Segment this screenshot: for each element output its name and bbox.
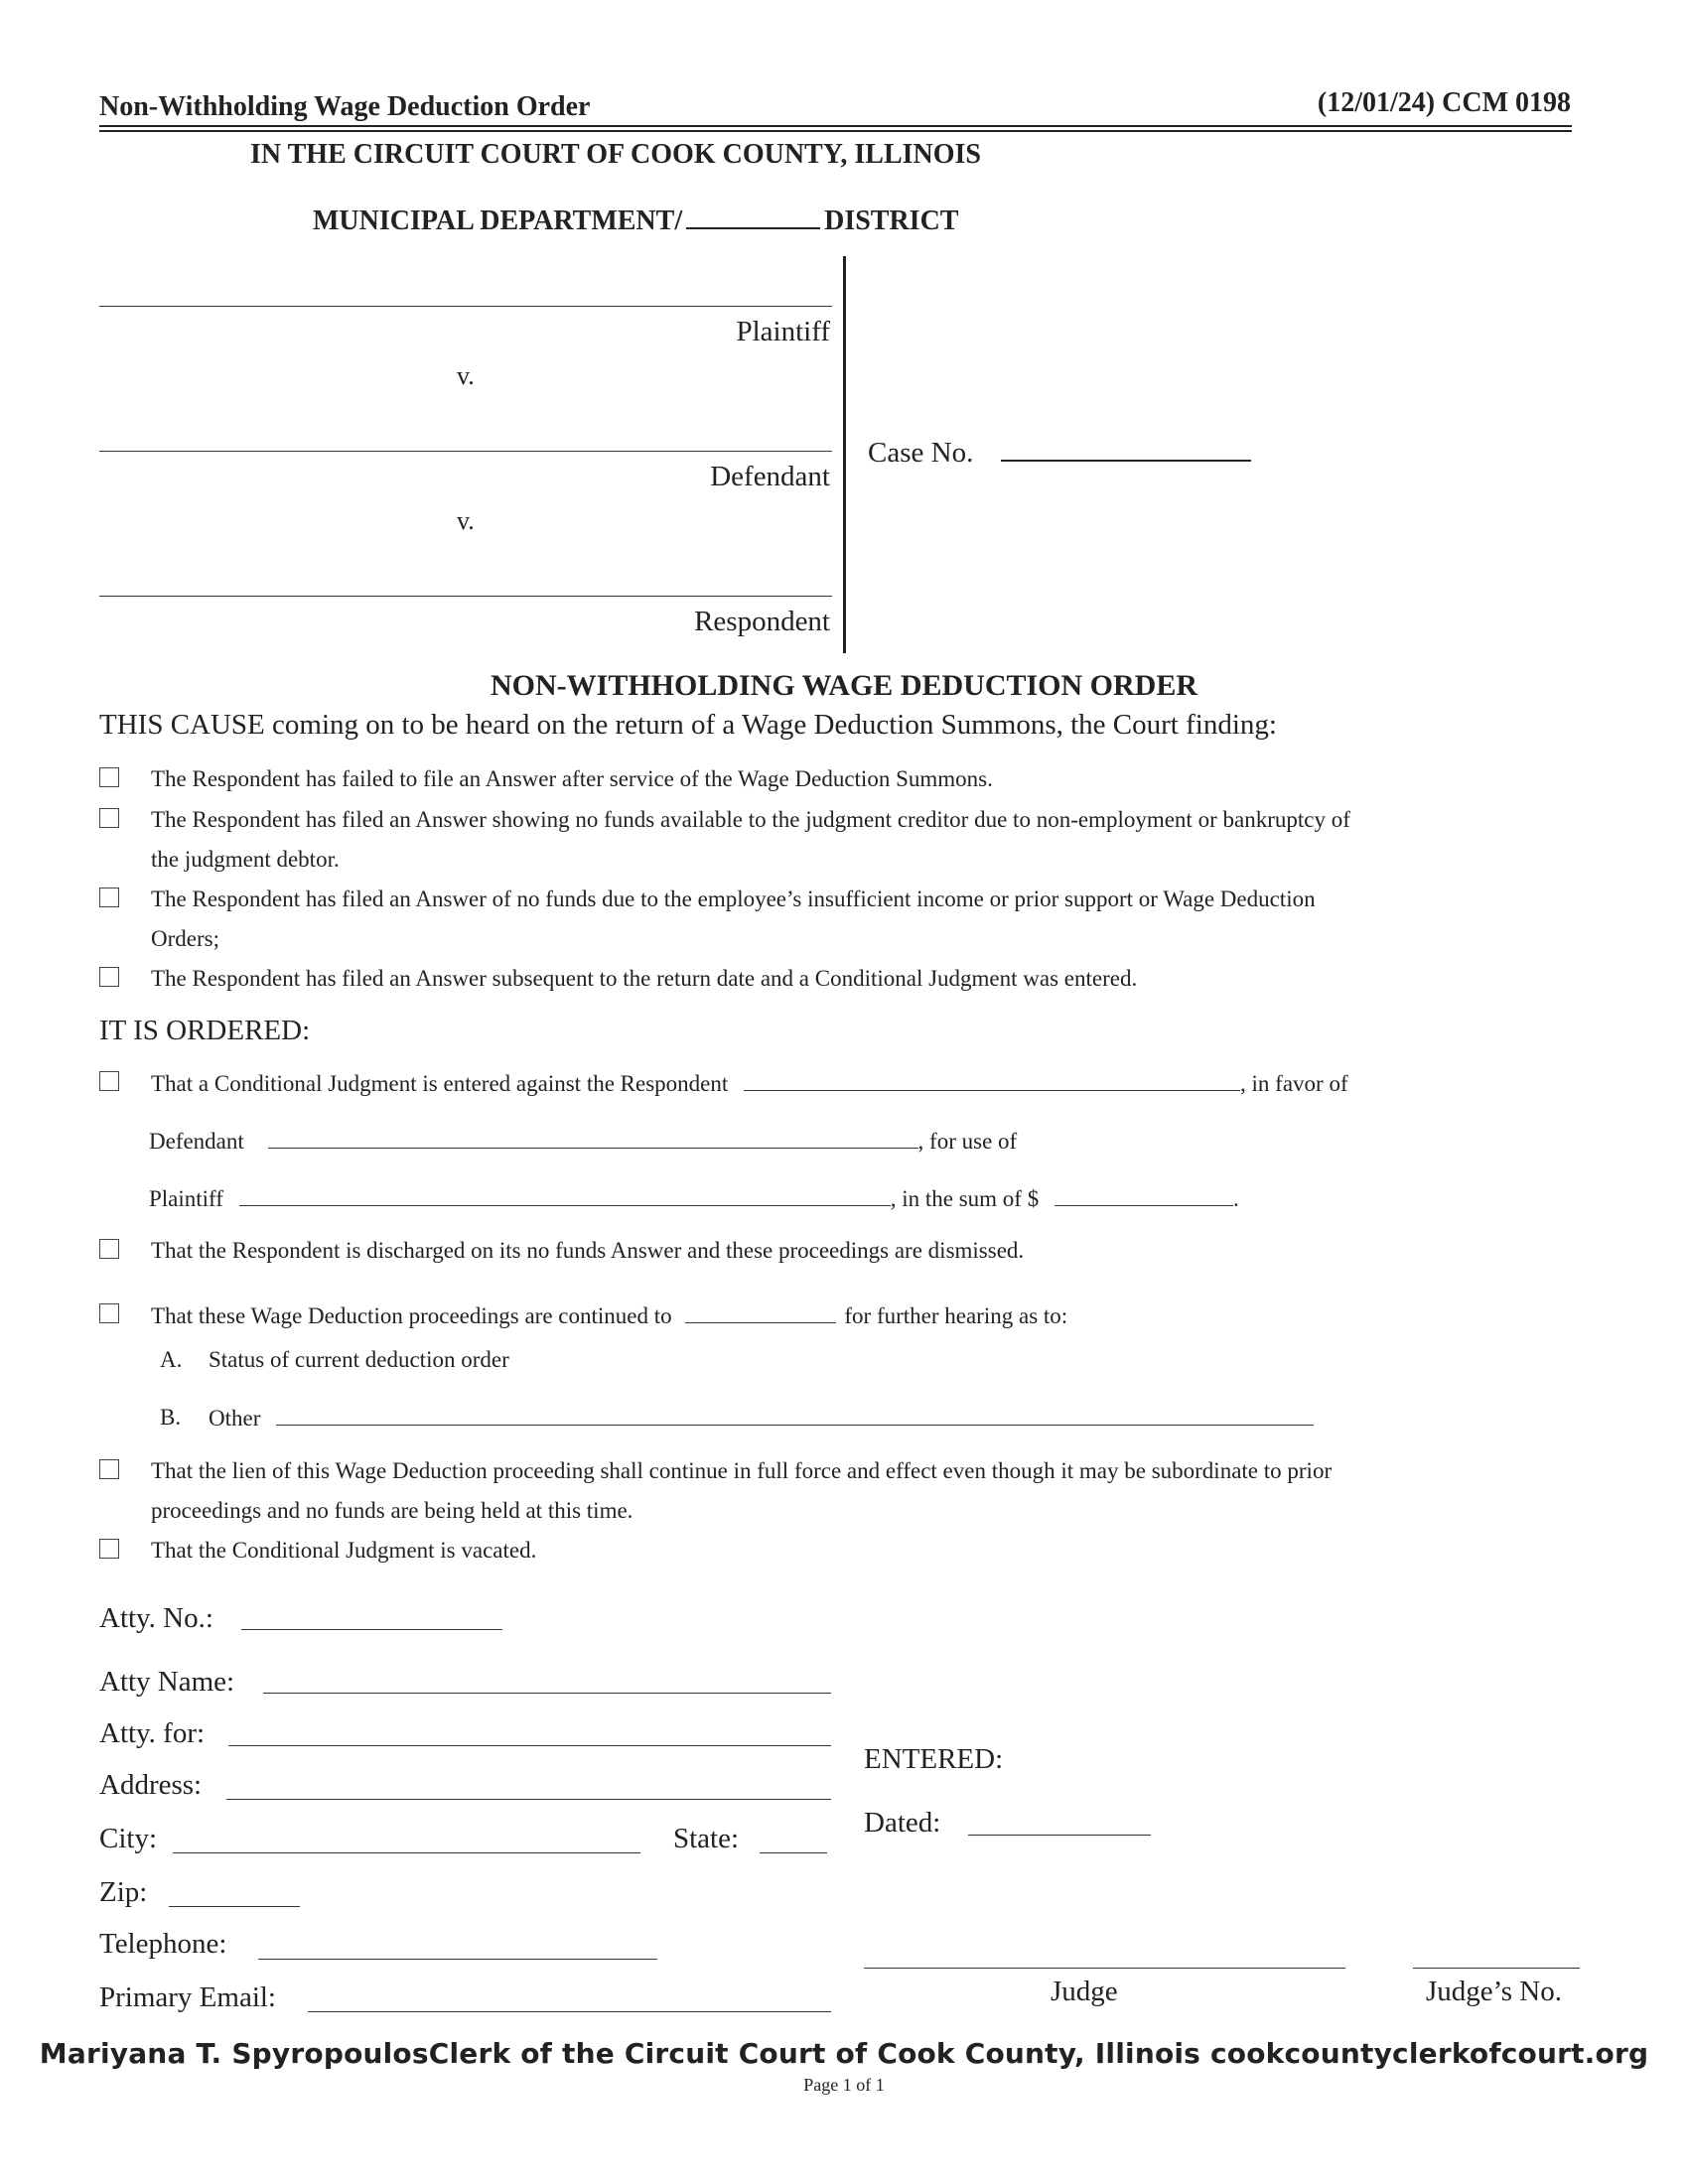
sum-amount-field[interactable] — [1055, 1185, 1233, 1206]
order-continued-line — [151, 1302, 1067, 1329]
respondent-field[interactable] — [99, 596, 832, 597]
for-use-text: , for use of — [917, 1129, 1018, 1154]
dated-label: Dated: — [864, 1807, 941, 1839]
order-continued-text: That these Wage Deduction proceedings are continued to — [151, 1303, 672, 1328]
plaintiff-name-field[interactable] — [239, 1185, 891, 1206]
judge-no-label: Judge’s No. — [1426, 1976, 1562, 2007]
form-code: (12/01/24) CCM 0198 — [1317, 87, 1571, 118]
defendant-line — [149, 1128, 1017, 1155]
zip-field[interactable] — [169, 1906, 300, 1907]
city-field[interactable] — [173, 1852, 640, 1853]
option-b-line — [209, 1405, 1314, 1432]
versus-1: v. — [457, 361, 475, 390]
header-rule-top — [99, 125, 1572, 127]
order-discharged-checkbox[interactable] — [99, 1239, 119, 1259]
order-lien-text: That the lien of this Wage Deduction proceeding shall continue in full force and effect even though it may be subordinate to prior — [151, 1458, 1333, 1483]
atty-for-label: Atty. for: — [99, 1717, 206, 1749]
atty-for-field[interactable] — [228, 1745, 831, 1746]
address-field[interactable] — [226, 1799, 831, 1800]
sum-period: . — [1232, 1186, 1239, 1211]
other-field[interactable] — [276, 1405, 1314, 1426]
respondent-label: Respondent — [694, 606, 830, 637]
case-no-field[interactable] — [1001, 436, 1251, 462]
state-field[interactable] — [760, 1852, 827, 1853]
telephone-label: Telephone: — [99, 1928, 227, 1960]
order-discharged-text: That the Respondent is discharged on its no funds Answer and these proceedings are dismissed. — [151, 1238, 1025, 1263]
order-lien-checkbox[interactable] — [99, 1459, 119, 1479]
in-favor-text: , in favor of — [1240, 1071, 1348, 1096]
district-field[interactable] — [686, 204, 820, 229]
zip-label: Zip: — [99, 1876, 148, 1908]
judge-signature-field[interactable] — [864, 1968, 1345, 1969]
finding-2-text: The Respondent has filed an Answer showing no funds available to the judgment creditor due to non-employment or bankruptcy of — [151, 807, 1350, 832]
atty-name-field[interactable] — [263, 1693, 831, 1694]
finding-1-checkbox[interactable] — [99, 767, 119, 787]
page-number: Page 1 of 1 — [803, 2075, 885, 2095]
plaintiff-label: Plaintiff — [736, 316, 830, 347]
continued-suffix: for further hearing as to: — [844, 1303, 1068, 1328]
plaintiff-field[interactable] — [99, 306, 832, 307]
email-label: Primary Email: — [99, 1981, 276, 2013]
dept-suffix: DISTRICT — [824, 205, 959, 236]
atty-name-label: Atty Name: — [99, 1666, 235, 1698]
order-judgment-line — [151, 1070, 1348, 1097]
atty-no-label: Atty. No.: — [99, 1602, 213, 1634]
order-continued-checkbox[interactable] — [99, 1303, 119, 1323]
order-lien-text-cont: proceedings and no funds are being held at this time. — [151, 1498, 633, 1523]
order-title: NON-WITHHOLDING WAGE DEDUCTION ORDER — [490, 669, 1198, 702]
finding-4-checkbox[interactable] — [99, 967, 119, 987]
finding-2-text-cont: the judgment debtor. — [151, 847, 340, 872]
form-name: Non-Withholding Wage Deduction Order — [99, 91, 591, 122]
in-sum-text: , in the sum of $ — [890, 1186, 1040, 1211]
defendant-line-label: Defendant — [149, 1129, 244, 1154]
entered-label: ENTERED: — [864, 1743, 1004, 1775]
finding-4-text: The Respondent has filed an Answer subsequent to the return date and a Conditional Judgment was entered. — [151, 966, 1138, 991]
header-rule-bottom — [99, 130, 1572, 132]
defendant-field[interactable] — [99, 451, 832, 452]
court-name: IN THE CIRCUIT COURT OF COOK COUNTY, ILLINOIS — [250, 139, 981, 170]
dept-prefix: MUNICIPAL DEPARTMENT/ — [313, 205, 683, 236]
judge-no-field[interactable] — [1413, 1968, 1580, 1969]
finding-3-text-cont: Orders; — [151, 926, 219, 951]
plaintiff-line — [149, 1185, 1239, 1212]
versus-2: v. — [457, 506, 475, 535]
defendant-name-field[interactable] — [268, 1128, 918, 1149]
atty-no-field[interactable] — [241, 1629, 502, 1630]
judge-label: Judge — [1051, 1976, 1118, 2007]
cause-text: THIS CAUSE coming on to be heard on the return of a Wage Deduction Summons, the Court finding: — [99, 709, 1277, 741]
email-field[interactable] — [308, 2011, 831, 2012]
finding-1-text: The Respondent has failed to file an Answer after service of the Wage Deduction Summons. — [151, 766, 993, 791]
clerk-footer: Mariyana T. SpyropoulosClerk of the Circuit Court of Cook County, Illinois cookcountyclerkofcourt.org — [39, 2037, 1649, 2070]
option-a-letter: A. — [160, 1347, 183, 1372]
option-a-text: Status of current deduction order — [209, 1347, 509, 1372]
order-judgment-text: That a Conditional Judgment is entered against the Respondent — [151, 1071, 729, 1096]
order-judgment-checkbox[interactable] — [99, 1071, 119, 1091]
dated-field[interactable] — [968, 1835, 1151, 1836]
department-line — [313, 204, 958, 237]
address-label: Address: — [99, 1769, 203, 1801]
case-no-label: Case No. — [868, 437, 974, 469]
continued-date-field[interactable] — [685, 1302, 836, 1323]
defendant-label: Defendant — [710, 461, 830, 492]
plaintiff-line-label: Plaintiff — [149, 1186, 223, 1211]
order-vacated-checkbox[interactable] — [99, 1539, 119, 1559]
caption-divider — [843, 256, 846, 653]
ordered-heading: IT IS ORDERED: — [99, 1015, 311, 1046]
state-label: State: — [673, 1823, 740, 1854]
finding-2-checkbox[interactable] — [99, 808, 119, 828]
city-label: City: — [99, 1823, 158, 1854]
option-b-text: Other — [209, 1406, 261, 1431]
option-b-letter: B. — [160, 1405, 182, 1430]
case-number — [868, 436, 1251, 470]
order-vacated-text: That the Conditional Judgment is vacated. — [151, 1538, 537, 1563]
telephone-field[interactable] — [258, 1959, 657, 1960]
respondent-name-field[interactable] — [744, 1070, 1240, 1091]
finding-3-text: The Respondent has filed an Answer of no funds due to the employee’s insufficient income or prior support or Wage Deduction — [151, 887, 1316, 911]
finding-3-checkbox[interactable] — [99, 887, 119, 907]
